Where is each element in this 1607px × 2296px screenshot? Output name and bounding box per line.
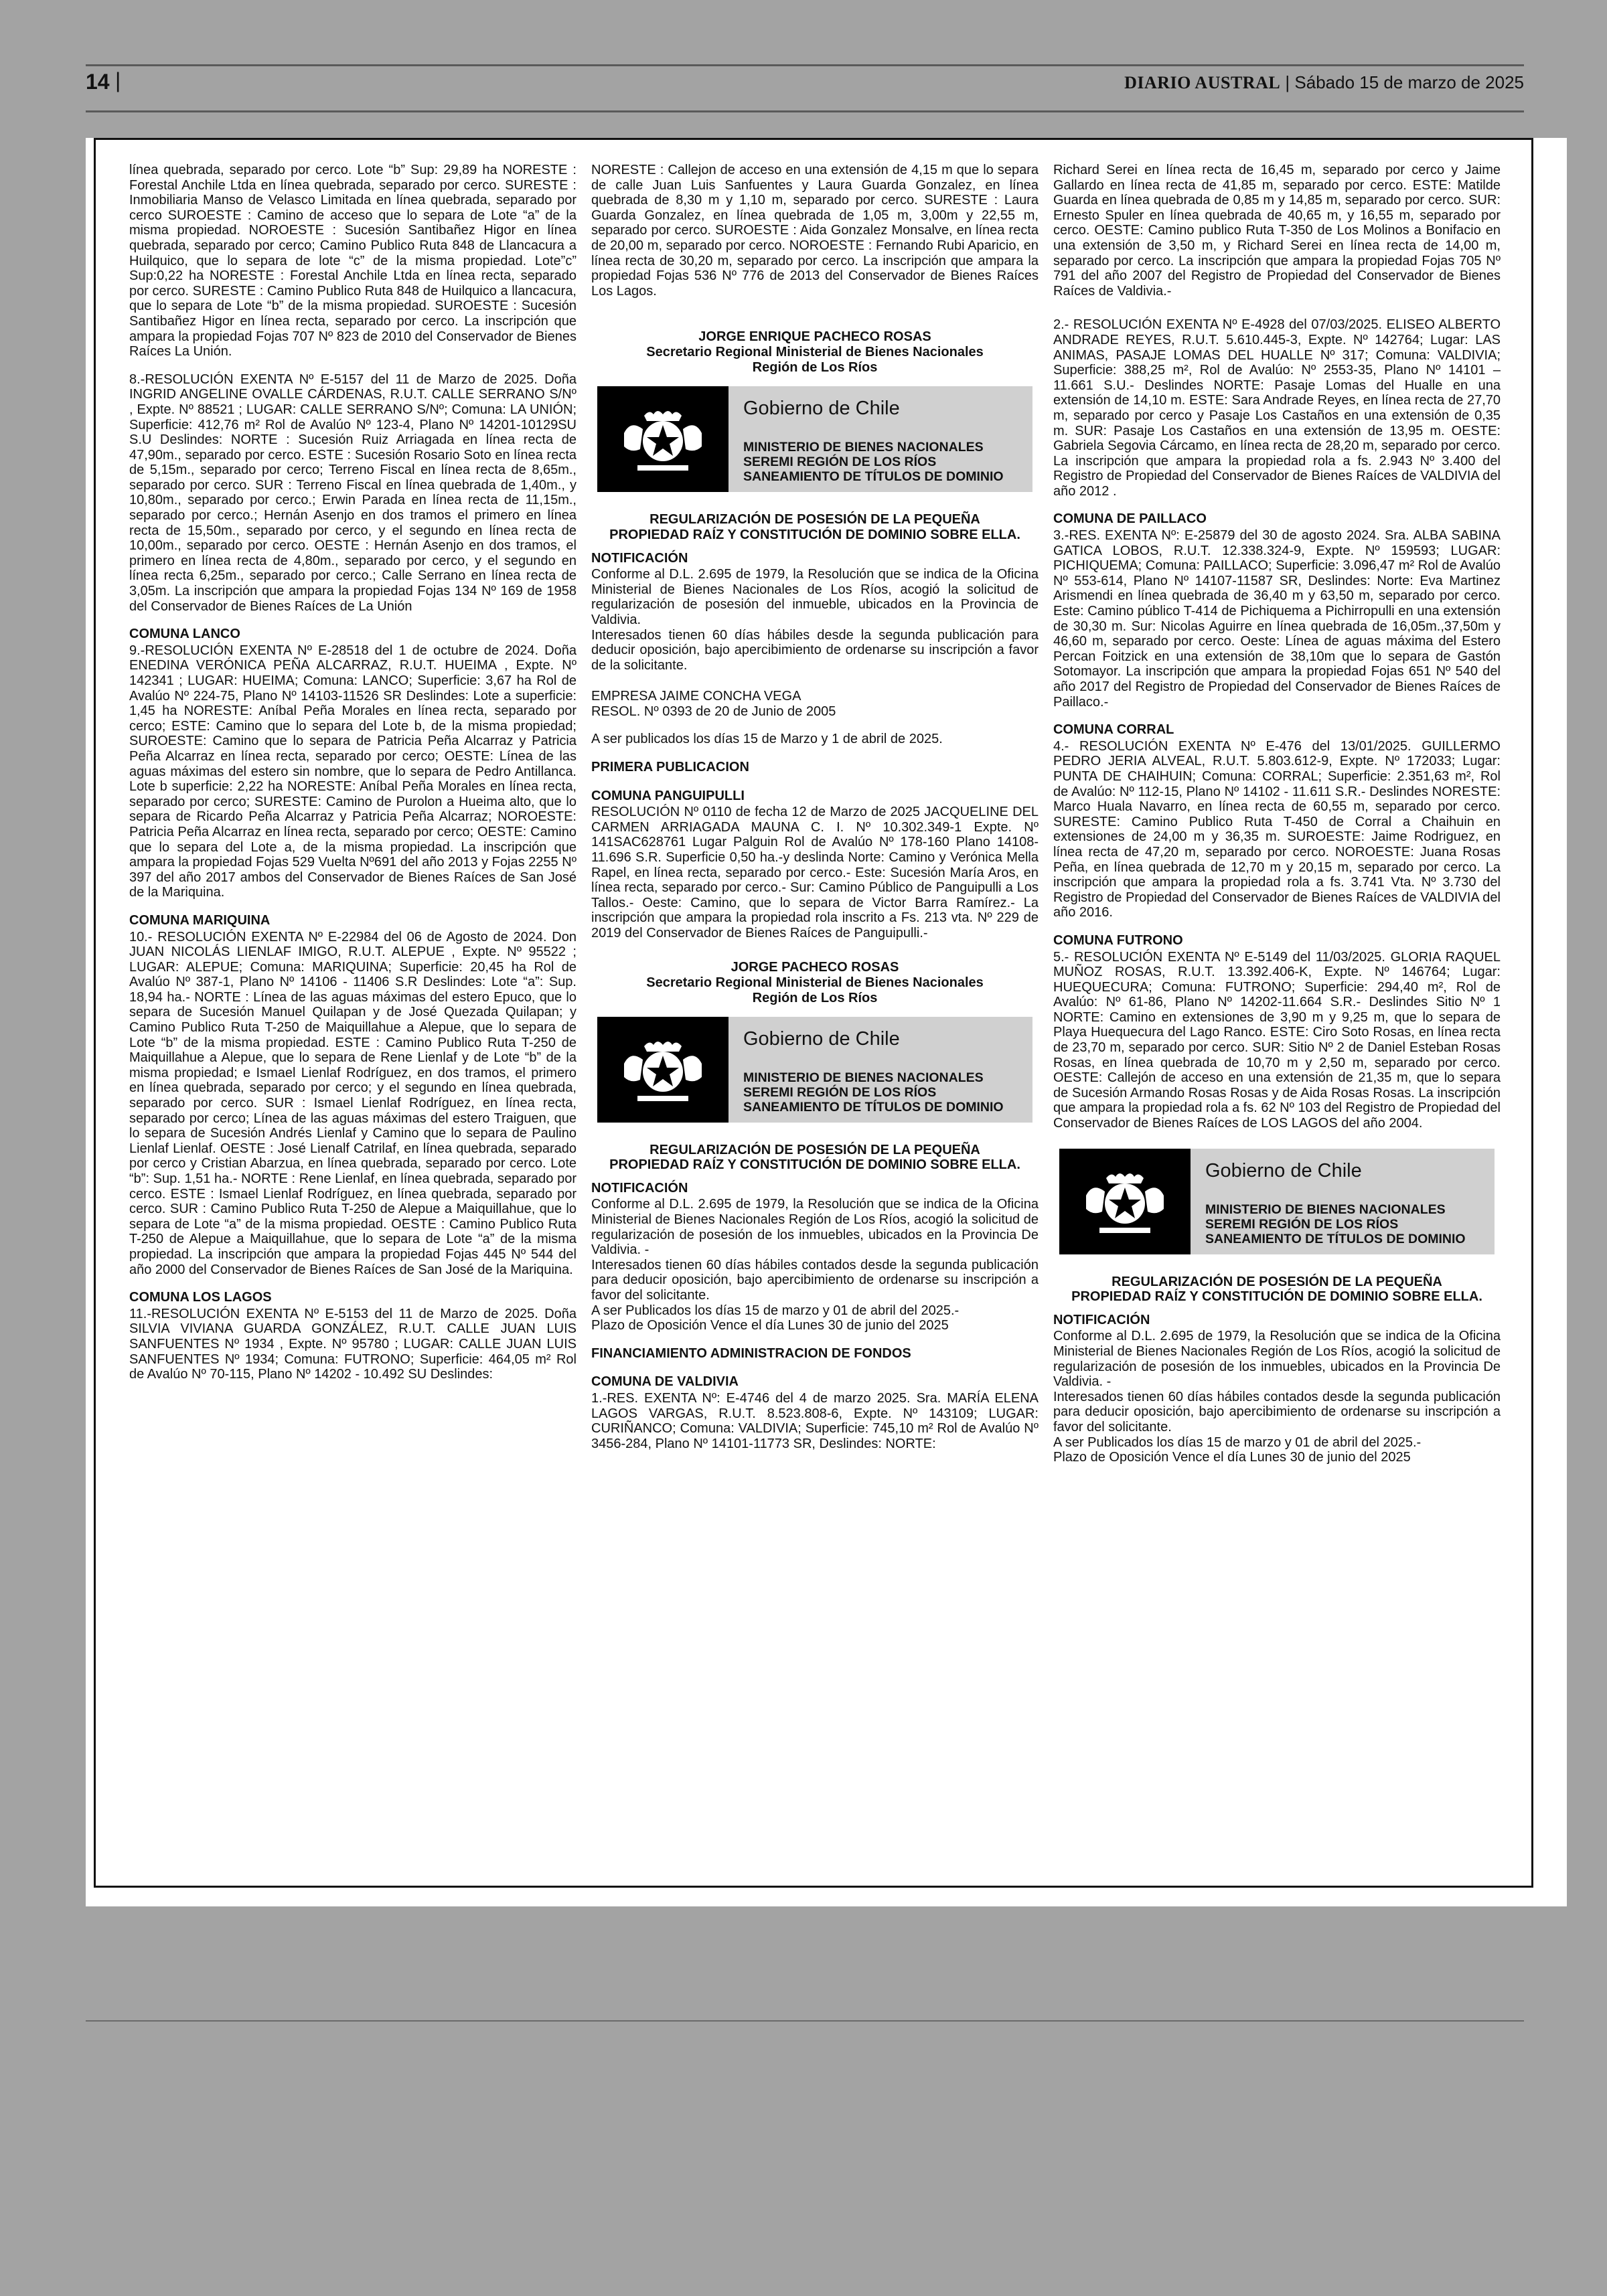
notice-title [1053, 1275, 1501, 1305]
section-heading: COMUNA CORRAL [1053, 722, 1174, 738]
publication-dates: A ser publicados los días 15 de Marzo y 1 de abril de 2025. [591, 732, 943, 747]
notice-paragraph: Conforme al D.L. 2.695 de 1979, la Resolución que se indica de la Oficina Ministerial de Bienes Nacionales Región de Los Ríos, acogió la solicitud de regularización de posesión de los inmuebles, ubicados en la Provincia De Valdivia. - [591, 1197, 1039, 1258]
section-heading: COMUNA MARIQUINA [129, 912, 271, 928]
notice-paragraph: 10.- RESOLUCIÓN EXENTA Nº E-22984 del 06 de Agosto de 2024. Don JUAN NICOLÁS LIENLAF IMIGO, R.U.T. ALEPUE , Expte. Nº 95522 ; LUGAR: ALEPUE; Comuna: MARIQUINA; Superficie: 20,45 ha Rol de Avalúo Nº 387-1, Plano Nº 14106 - 11406 S.R Deslindes: Lote “a”: Sup. 18,94 ha.- NORTE : Línea de las aguas máximas del estero Epuco, que lo separa de Sucesión Manuel Quilapan y de José Quezada Quilapan; y Camino Publico Ruta T-250 de Maiquillahue a Alepue, que lo separa de Lote “b” de la misma propiedad. ESTE : Camino Publico Ruta T-250 de Maiquillahue a Alepue, que lo separa de Rene Lienlaf y de Lote “b” de la misma propiedad; e Ismael Lienlaf Rodríguez, en dos tramos, el primero en línea quebrada, separado por cerco; y el segundo en línea quebrada, separado por cerco. SUR : Ismael Lienlaf Rodríguez, en línea recta, separado por cerco; Línea de las aguas máximas del estero Traiguen, que lo separa de Sucesión Andrés Lienlaf y Camino que lo separa de Paulino Lienlaf Lienlaf. OESTE : José Lienalf Catrilaf, en línea quebrada, separado por cerco y Cristian Abarzua, en línea quebrada, separado por cerco. Lote “b”: Sup. 1,51 ha.- NORTE : Rene Lienlaf, en línea quebrada, separado por cerco. ESTE : Ismael Lienlaf Rodríguez, en línea quebrada, separado por cerco. SUR : Camino Publico Ruta T-250 de Alepue a Maiquillahue, que lo separa de Lote “a” de la misma propiedad. OESTE : Camino Publico Ruta T-250 de Alepue a Maiquillahue, que lo separa de Lote “a” de la misma propiedad. La inscripción que ampara la propiedad Fojas 445 Nº 544 del año 2000 del Conservador de Bienes Raíces de San José de la Mariquina. [129, 929, 577, 1277]
section-heading: NOTIFICACIÓN [591, 550, 688, 566]
ministry-name: MINISTERIO DE BIENES NACIONALES [743, 440, 984, 455]
company-name: EMPRESA JAIME CONCHA VEGA [591, 689, 801, 704]
section-heading: COMUNA FUTRONO [1053, 932, 1183, 948]
notice-paragraph: 1.-RES. EXENTA Nº: E-4746 del 4 de marzo 2025. Sra. MARÍA ELENA LAGOS VARGAS, R.U.T. 8.523.808-6, Expte. Nº 143109; LUGAR: CURIÑANCO; Comuna: VALDIVIA; Superficie: 745,10 m² Rol de Avalúo Nº 3456-284, Plano Nº 14101-11773 SR, Deslindes: NORTE: [591, 1390, 1039, 1451]
notice-paragraph: Interesados tienen 60 días hábiles contados desde la segunda publicación para deducir oposición, bajo apercibimiento de ordenarse su inscripción a favor del solicitante. [1053, 1389, 1501, 1434]
government-name: Gobierno de Chile [743, 398, 900, 420]
signatory-role: Secretario Regional Ministerial de Bienes Nacionales [646, 975, 984, 990]
coat-of-arms-icon [597, 1017, 729, 1123]
notice-paragraph: Richard Serei en línea recta de 16,45 m, separado por cerco y Jaime Gallardo en línea recta de 41,85 m, separado por cerco. ESTE: Matilde Guarda en línea quebrada de 0,85 m y 14,85 m, separado por cerco. SUR: Ernesto Spuler en línea quebrada de 40,65 m, y 16,55 m, separado por cerco. OESTE: Camino publico Ruta T-350 de Los Molinos a Bonifacio en una extensión de 3,50 m, y Richard Serei en línea recta de 14,00 m, separado por cerco. La inscripción que ampara la propiedad Fojas 705 Nº 791 del año 2007 del Registro de Propiedad del Conservador de Bienes Raíces de Valdivia.- [1053, 163, 1501, 299]
program-name: SANEAMIENTO DE TÍTULOS DE DOMINIO [1205, 1231, 1466, 1246]
coat-of-arms-icon [597, 386, 729, 492]
signature-block [591, 960, 1039, 1006]
seremi-name: SEREMI REGIÓN DE LOS RÍOS [743, 1084, 937, 1100]
section-heading: FINANCIAMIENTO ADMINISTRACION DE FONDOS [591, 1345, 911, 1361]
government-logo-banner [597, 386, 1032, 492]
notice-paragraph: NORESTE : Callejon de acceso en una extensión de 4,15 m que lo separa de calle Juan Luis Sanfuentes y Laura Guarda Gonzalez, en línea quebrada de 8,30 m y 1,10 m, separado por cerco. SURESTE : Laura Guarda Gonzalez, en línea quebrada de 1,05 m, 3,00m y 22,55 m, separado por cerco. SUROESTE : Aida Gonzalez Monsalve, en línea recta de 20,00 m, separado por cerco. NOROESTE : Fernando Rubi Aparicio, en línea recta de 30,20 m, separado por cerco. La inscripción que ampara la propiedad Fojas 536 Nº 776 de 2013 del Conservador de Bienes Raíces Los Lagos. [591, 163, 1039, 299]
section-heading: COMUNA DE VALDIVIA [591, 1374, 739, 1390]
header-rule-top [86, 64, 1524, 66]
notice-paragraph: 3.-RES. EXENTA Nº: E-25879 del 30 de agosto 2024. Sra. ALBA SABINA GATICA LOBOS, R.U.T. 12.338.324-9, Expte. Nº 159593; LUGAR: PICHIQUEMA; Comuna: PAILLACO; Superficie: 3.096,47 m² Rol de Avalúo Nº 553-614, Plano Nº 14107-11587 SR, Deslindes: Norte: Eva Martinez Arismendi en línea quebrada de 36,40 m y 63,50 m, separado por cerco. Este: Camino público T-414 de Pichiquema a Pichirropulli en una extensión de 30,30 m. Sur: Nicolas Aguirre en línea quebrada de 16,05m.,37,50m y 46,60 m, separado por cerco. Oeste: Línea de aguas máxima del Estero Percan Foitzick en una extensión de 38,10m que lo separa de Gastón Sotomayor. La inscripción que ampara la propiedad Fojas 651 Nº 540 del año 2017 del Registro de Propiedad del Conservador de Bienes Raíces de Paillaco.- [1053, 528, 1501, 710]
notice-paragraph: Interesados tienen 60 días hábiles desde la segunda publicación para deducir oposición, bajo apercibimiento de ordenarse su inscripción a favor de la solicitante. [591, 627, 1039, 673]
signatory-region: Región de Los Ríos [752, 990, 878, 1005]
notice-paragraph: RESOLUCIÓN Nº 0110 de fecha 12 de Marzo de 2025 JACQUELINE DEL CARMEN ARRIAGADA MAUNA C. I. Nº 10.302.349-1 Expte. Nº 141SAC628761 Lugar Palguin Rol de Avalúo Nº 178-160 Plano 14108-11.696 S.R. Superficie 0,50 ha.-y deslinda Norte: Camino y Verónica Mella Rapel, en línea recta, separado por cerco.- Este: Sucesión María Aros, en línea recta, separado por cerco.- Sur: Camino Público de Panguipulli a Los Tallos.- Oeste: Camino, que lo separa de Victor Barra Ramírez.- La inscripción que ampara la propiedad rola inscrito a Fs. 213 vta. Nº 229 de 2019 del Conservador de Bienes Raíces de Panguipulli.- [591, 805, 1039, 940]
signature-block [591, 329, 1039, 376]
page-number-separator: | [115, 68, 121, 92]
page-sheet [86, 138, 1567, 1906]
section-heading: COMUNA DE PAILLACO [1053, 511, 1207, 527]
signatory-name: JORGE ENRIQUE PACHECO ROSAS [698, 329, 931, 345]
section-heading: NOTIFICACIÓN [591, 1180, 688, 1196]
notice-paragraph: 9.-RESOLUCIÓN EXENTA Nº E-28518 del 1 de octubre de 2024. Doña ENEDINA VERÓNICA PEÑA ALCARRAZ, R.U.T. HUEIMA , Expte. Nº 142341 ; LUGAR: HUEIMA; Comuna: LANCO; Superficie: 3,67 ha Rol de Avalúo Nº 224-75, Plano Nº 14103-11526 SR Deslindes: Lote a superficie: 1,45 ha NORESTE: Aníbal Peña Morales en línea recta, separado por cerco; ESTE: Camino que lo separa del Lote b, de la misma propiedad; SUROESTE: Camino que lo separa de Patricia Peña Alcarraz y Patricia Peña Alcarraz en línea recta, separado por cerco; OESTE: Línea de las aguas máximas del estero sin nombre, que lo separa de Pedro Antillanca. Lote b superficie: 2,22 ha NORESTE: Aníbal Peña Morales en línea recta, separado por cerco; SURESTE: Camino de Purolon a Hueima alto, que lo separa de Ricardo Peña Alcarraz y Patricia Peña Alcarraz; NOROESTE: Patricia Peña Alcarraz en línea recta, separado por cerco; OESTE: Camino que lo separa del Lote a, de la misma propiedad. La inscripción que ampara la propiedad Fojas 529 Vuelta Nº691 del año 2013 y Fojas 2255 Nº 397 del año 2017 ambos del Conservador de Bienes Raíces de San José de la Mariquina. [129, 643, 577, 900]
notice-title-line: REGULARIZACIÓN DE POSESIÓN DE LA PEQUEÑA [649, 1142, 980, 1157]
notice-title-line: PROPIEDAD RAÍZ Y CONSTITUCIÓN DE DOMINIO SOBRE ELLA. [609, 1157, 1020, 1173]
ministry-name: MINISTERIO DE BIENES NACIONALES [743, 1070, 984, 1085]
seremi-name: SEREMI REGIÓN DE LOS RÍOS [743, 455, 937, 470]
page-header [86, 64, 1524, 112]
notice-paragraph: 8.-RESOLUCIÓN EXENTA Nº E-5157 del 11 de Marzo de 2025. Doña INGRID ANGELINE OVALLE CÁRDENAS, R.U.T. CALLE SERRANO S/Nº , Expte. Nº 88521 ; LUGAR: CALLE SERRANO S/Nº; Comuna: LA UNIÓN; Superficie: 412,76 m² Rol de Avalúo Nº 123-4, Plano Nº 14201-10129SU S.U Deslindes: NORTE : Sucesión Ruiz Arriagada en línea recta de 47,90m., separado por cerco. ESTE : Sucesión Rosario Soto en línea recta de 5,15m., separado por cerco; Terreno Fiscal en línea recta de 8,65m., separado por cerco. SUR : Terreno Fiscal en línea quebrada de 1,40m., y 10,80m., separado por cerco.; Erwin Parada en línea recta de 11,15m., separado por cerco.; Hernán Asenjo en dos tramos el primero en línea recta de 15,50m., separado por cerco, y el segundo en línea recta de 10,00m., separado por cerco. OESTE : Hernán Asenjo en dos tramos, el primero en línea recta de 4,80m., separado por cerco, y el segundo en línea recta 6,25m., separado por cerco.; Calle Serrano en línea recta de 3,05m. La inscripción que ampara la propiedad Fojas 134 Nº 169 de 1958 del Conservador de Bienes Raíces de La Unión [129, 372, 577, 614]
notice-paragraph: 5.- RESOLUCIÓN EXENTA Nº E-5149 del 11/03/2025. GLORIA RAQUEL MUÑOZ ROSAS, R.U.T. 13.392.406-K, Expte. Nº 146764; Lugar: HUEQUECURA; Comuna: FUTRONO; Superficie: 294,40 m², Rol de Avalúo: Nº 61-86, Plano Nº 14202-11.664 S.R.- Deslindes Sitio Nº 1 NORTE: Camino en extensiones de 3,90 m y 9,25 m, que lo separa de Playa Huequecura del Lago Ranco. ESTE: Ciro Soto Rosas, en línea recta de 23,70 m, separado por cerco. SUR: Sitio Nº 2 de Daniel Esteban Rosas Rosas, en línea quebrada de 10,70 m y 2,50 m, separado por cerco. OESTE: Callejón de acceso en una extensión de 21,35 m, que lo separa de Sucesión Armando Rosas Rosas y de Aida Rosas Rosas. La inscripción que ampara la propiedad rola a fs. 62 Nº 103 del Registro de Propiedad del Conservador de Bienes Raíces de LOS LAGOS del año 2004. [1053, 949, 1501, 1131]
seremi-name: SEREMI REGIÓN DE LOS RÍOS [1205, 1216, 1399, 1232]
page-number: 14 [86, 70, 110, 94]
notice-paragraph: 11.-RESOLUCIÓN EXENTA Nº E-5153 del 11 de Marzo de 2025. Doña SILVIA VIVIANA GUARDA GONZÁLEZ, R.U.T. CALLE JUAN LUIS SANFUENTES Nº 1934 , Expte. Nº 95780 ; LUGAR: CALLE JUAN LUIS SANFUENTES Nº 1934; Comuna: FUTRONO; Superficie: 464,05 m² Rol de Avalúo Nº 70-115, Plano Nº 14202 - 10.492 SU Deslindes: [129, 1306, 577, 1382]
signatory-name: JORGE PACHECO ROSAS [731, 959, 899, 975]
notice-paragraph: 2.- RESOLUCIÓN EXENTA Nº E-4928 del 07/03/2025. ELISEO ALBERTO ANDRADE REYES, R.U.T. 5.610.445-3, Expte. Nº 142764; Lugar: LAS ANIMAS, PASAJE LOMAS DEL HUALLE Nº 317; Comuna: VALDIVIA; Superficie: 388,25 m², Rol de Avalúo: Nº 2553-35, Plano Nº 14101 – 11.661 S.U.- Deslindes NORTE: Pasaje Lomas del Hualle en una extensión de 14,10 m. ESTE: Sara Andrade Reyes, en línea recta de 27,70 m, separado por cerco y Pasaje Los Castaños en una extensión de 0,35 m. SUR: Pasaje Los Castaños en una extensión de 13,95 m. OESTE: Gabriela Segovia Cárcamo, en línea recta de 28,20 m, separado por cerco. La inscripción que ampara la propiedad rola a fs. 2.943 Nº 3.400 del Registro de Propiedad del Conservador de Bienes Raíces de VALDIVIA del año 2012 . [1053, 317, 1501, 499]
ministry-name: MINISTERIO DE BIENES NACIONALES [1205, 1202, 1446, 1217]
notice-title-line: PROPIEDAD RAÍZ Y CONSTITUCIÓN DE DOMINIO SOBRE ELLA. [1071, 1289, 1482, 1305]
notice-title-line: REGULARIZACIÓN DE POSESIÓN DE LA PEQUEÑA [649, 512, 980, 527]
issue-date: | Sábado 15 de marzo de 2025 [1285, 72, 1524, 92]
government-name: Gobierno de Chile [743, 1028, 900, 1050]
program-name: SANEAMIENTO DE TÍTULOS DE DOMINIO [743, 1099, 1004, 1115]
notice-paragraph: Conforme al D.L. 2.695 de 1979, la Resolución que se indica de la Oficina Ministerial de Bienes Nacionales de Los Ríos, acogió la solicitud de regularización de posesión del inmueble, ubicados en la Provincia de Valdivia. [591, 567, 1039, 627]
notice-paragraph: 4.- RESOLUCIÓN EXENTA Nº E-476 del 13/01/2025. GUILLERMO PEDRO JERIA ALVEAL, R.U.T. 5.803.612-9, Expte. Nº 172033; Lugar: PUNTA DE CHAIHUIN; Comuna: CORRAL; Superficie: 2.351,63 m², Rol de Avalúo: Nº 112-15, Plano Nº 14102 - 11.611 S.R.- Deslindes NORESTE: Marco Huala Navarro, en línea recta de 60,55 m, separado por cerco. SURESTE: Camino Publico Ruta T-450 de Corral a Chaihuin en extensiones de 24,00 m y 36,35 m. SUROESTE: Jaime Rodriguez, en línea recta de 47,20 m, separado por cerco. NOROESTE: Juana Rosas Peña, en línea quebrada de 12,70 m y 20,15 m, separado por cerco. La inscripción que ampara la propiedad rola a fs. 3.741 Vta. Nº 3.730 del Registro de Propiedad del Conservador de Bienes Raíces de VALDIVIA del año 2016. [1053, 738, 1501, 920]
notice-paragraph: línea quebrada, separado por cerco. Lote “b” Sup: 29,89 ha NORESTE : Forestal Anchile Ltda en línea quebrada, separado por cerco. SURESTE : Inmobiliaria Manso de Velasco Limitada en línea quebrada, separado por cerco SUROESTE : Camino de acceso que lo separa de Lote “a” de la misma propiedad. NOROESTE : Sucesión Santibañez Higor en línea quebrada, separado por cerco; Camino Publico Ruta 848 de Llancacura a Huilquico, que lo separa de lote “c” de la misma propiedad. Lote”c” Sup:0,22 ha NORESTE : Forestal Anchile Ltda en línea recta, separado por cerco. SURESTE : Camino Publico Ruta 848 de Huilquico a llancacura, que lo separa de Lote “b” de la misma propiedad. SUROESTE : Sucesión Santibañez Higor en línea recta, separado por cerco. La inscripción que ampara la propiedad Fojas 707 Nº 823 de 2010 del Conservador de Bienes Raíces La Unión. [129, 163, 577, 359]
opposition-deadline: Plazo de Oposición Vence el día Lunes 30 de junio del 2025 [1053, 1450, 1411, 1465]
government-name: Gobierno de Chile [1205, 1159, 1362, 1181]
government-logo-banner [1059, 1149, 1495, 1254]
section-heading: COMUNA LANCO [129, 627, 240, 642]
section-heading: NOTIFICACIÓN [1053, 1312, 1150, 1327]
resolution-reference: RESOL. Nº 0393 de 20 de Junio de 2005 [591, 704, 836, 719]
notice-title-line: PROPIEDAD RAÍZ Y CONSTITUCIÓN DE DOMINIO SOBRE ELLA. [609, 527, 1020, 542]
header-rule-bottom [86, 110, 1524, 112]
government-logo-banner [597, 1017, 1032, 1123]
section-heading: COMUNA LOS LAGOS [129, 1290, 272, 1305]
opposition-deadline: Plazo de Oposición Vence el día Lunes 30 de junio del 2025 [591, 1318, 949, 1333]
section-heading: COMUNA PANGUIPULLI [591, 788, 745, 803]
notice-title [591, 512, 1039, 542]
notice-title [591, 1143, 1039, 1173]
notice-paragraph: Interesados tienen 60 días hábiles contados desde la segunda publicación para deducir oposición, bajo apercibimiento de ordenarse su inscripción a favor del solicitante. [591, 1257, 1039, 1303]
publication-dates: A ser Publicados los días 15 de marzo y 01 de abril del 2025.- [591, 1303, 960, 1318]
column-left [129, 163, 577, 1395]
coat-of-arms-icon [1059, 1149, 1191, 1254]
notice-frame [94, 138, 1533, 1888]
program-name: SANEAMIENTO DE TÍTULOS DE DOMINIO [743, 469, 1004, 485]
notice-title-line: REGULARIZACIÓN DE POSESIÓN DE LA PEQUEÑA [1112, 1274, 1442, 1289]
column-middle [591, 163, 1039, 1464]
signatory-role: Secretario Regional Ministerial de Bienes Nacionales [646, 345, 984, 360]
newspaper-dateline [1124, 72, 1524, 93]
column-right [1053, 163, 1501, 1478]
notice-paragraph: Conforme al D.L. 2.695 de 1979, la Resolución que se indica de la Oficina Ministerial de Bienes Nacionales Región de Los Ríos, acogió la solicitud de regularización de posesión de los inmuebles, ubicados en la Provincia De Valdivia. - [1053, 1329, 1501, 1390]
section-heading: PRIMERA PUBLICACION [591, 760, 749, 775]
signatory-region: Región de Los Ríos [752, 360, 878, 376]
newspaper-name: DIARIO AUSTRAL [1124, 73, 1281, 92]
publication-dates: A ser Publicados los días 15 de marzo y 01 de abril del 2025.- [1053, 1434, 1422, 1450]
footer-rule [86, 2020, 1524, 2022]
